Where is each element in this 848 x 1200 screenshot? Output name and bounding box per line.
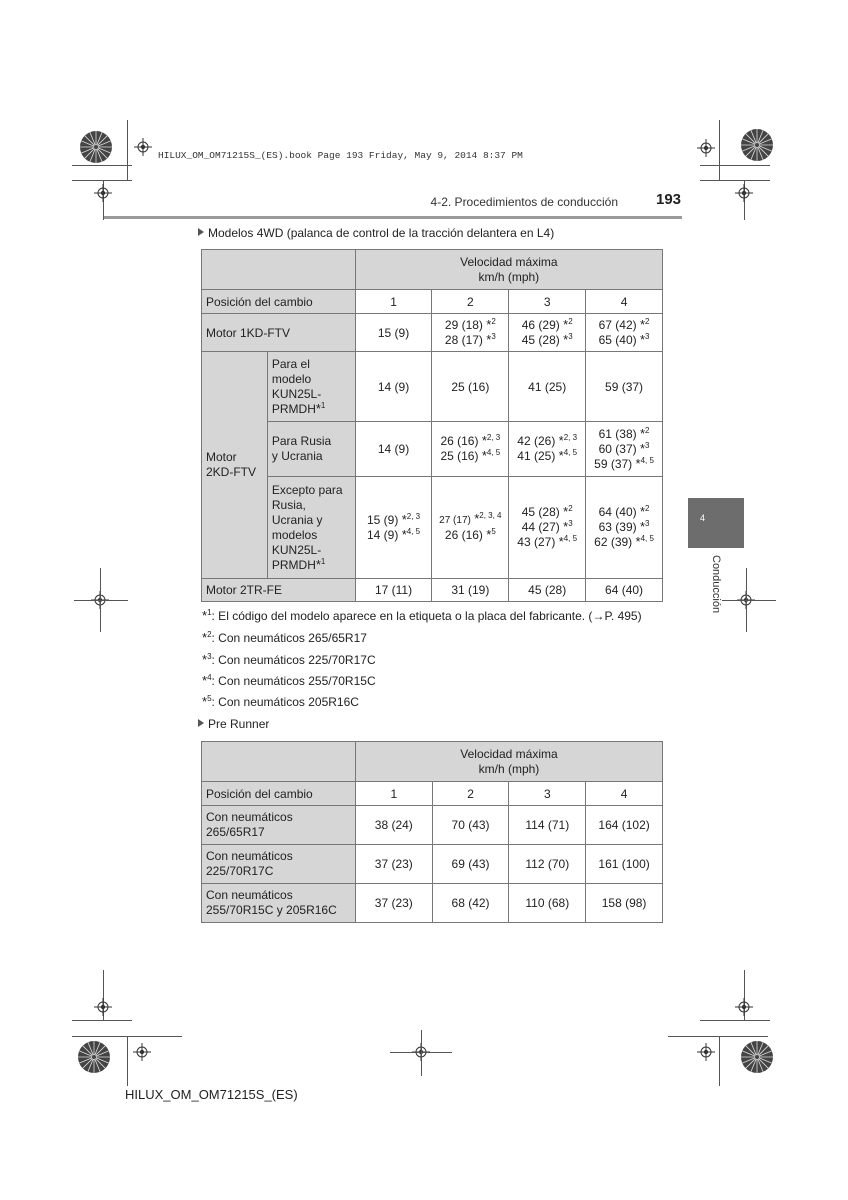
footnote: *$^2$: Con neumáticos 265/65R17 — [202, 630, 367, 645]
gear-header: 2 — [432, 290, 509, 314]
crosshair-mark-icon — [735, 184, 753, 202]
speed-table-pre-runner — [201, 741, 663, 923]
gear-header: 1 — [355, 290, 432, 314]
crosshair-mark-icon — [94, 184, 112, 202]
gear-header: 3 — [509, 290, 586, 314]
book-info-line: HILUX_OM_OM71215S_(ES).book Page 193 Friday, May 9, 2014 8:37 PM — [158, 150, 523, 161]
crosshair-mark-icon — [735, 998, 753, 1016]
row-header-gear-position: Posición del cambio — [202, 782, 356, 806]
table-cell: 45 (28) *$^2$ 44 (27) *$^3$ 43 (27) *$^{4, 5}$ — [509, 477, 586, 579]
table-cell: 64 (40) — [586, 579, 663, 602]
footer-doc-code: HILUX_OM_OM71215S_(ES) — [125, 1087, 298, 1102]
section-title: 4-2. Procedimientos de conducción — [430, 195, 618, 209]
bullet-triangle-icon — [198, 228, 204, 236]
table-cell: 45 (28) — [509, 579, 586, 602]
table-cell: 15 (9) — [355, 314, 432, 352]
table-cell: 110 (68) — [509, 884, 586, 923]
table-cell: 68 (42) — [432, 884, 509, 923]
table-cell: 38 (24) — [355, 806, 432, 845]
gear-header: 4 — [586, 782, 663, 806]
table-cell: 158 (98) — [586, 884, 663, 923]
table-cell: 37 (23) — [355, 845, 432, 884]
row-label: Con neumáticos 225/70R17C — [202, 845, 356, 884]
chapter-tab-number: 4 — [700, 513, 706, 523]
table-cell: 31 (19) — [432, 579, 509, 602]
gear-header: 3 — [509, 782, 586, 806]
crosshair-mark-icon — [133, 1043, 151, 1061]
row-header-gear-position: Posición del cambio — [202, 290, 356, 314]
table-cell: 164 (102) — [586, 806, 663, 845]
table-cell: 112 (70) — [509, 845, 586, 884]
chapter-tab — [688, 498, 744, 548]
sub-row-label: Para el modelo KUN25L- PRMDH*$^1$ — [267, 352, 355, 422]
table-cell: 42 (26) *$^{2, 3}$ 41 (25) *$^{4, 5}$ — [509, 422, 586, 477]
table-row — [202, 806, 663, 845]
crosshair-mark-icon — [697, 139, 715, 157]
table-cell: 69 (43) — [432, 845, 509, 884]
column-header-speed: Velocidad máxima km/h (mph) — [355, 742, 662, 782]
table-row — [202, 422, 663, 477]
crosshair-mark-icon — [134, 138, 152, 156]
table-row — [202, 845, 663, 884]
registration-rosette-icon — [79, 130, 113, 164]
engine-label-2kd: Motor 2KD-FTV — [202, 352, 268, 579]
sub-row-label: Excepto para Rusia, Ucrania y modelos KUN25L- PRMDH*$^1$ — [267, 477, 355, 579]
table-cell: 26 (16) *$^{2, 3}$ 25 (16) *$^{4, 5}$ — [432, 422, 509, 477]
table-row — [202, 884, 663, 923]
table-cell: 64 (40) *$^2$ 63 (39) *$^3$ 62 (39) *$^{4, 5}$ — [586, 477, 663, 579]
table-cell: 59 (37) — [586, 352, 663, 422]
table-cell: 61 (38) *$^2$ 60 (37) *$^3$ 59 (37) *$^{4, 5}$ — [586, 422, 663, 477]
registration-rosette-icon — [740, 128, 774, 162]
table-cell: 67 (42) *$^2$ 65 (40) *$^3$ — [586, 314, 663, 352]
table-row — [202, 314, 663, 352]
header-rule — [104, 216, 682, 219]
table1-intro: Modelos 4WD (palanca de control de la tracción delantera en L4) — [198, 226, 554, 240]
table-corner-cell — [202, 742, 356, 782]
table-row — [202, 579, 663, 602]
row-label: Con neumáticos 265/65R17 — [202, 806, 356, 845]
gear-header: 2 — [432, 782, 509, 806]
chapter-tab-label: Conducción — [710, 555, 722, 614]
gear-header: 1 — [355, 782, 432, 806]
footnote: *$^5$: Con neumáticos 205R16C — [202, 694, 359, 709]
row-label: Motor 2TR-FE — [202, 579, 356, 602]
row-label: Motor 1KD-FTV — [202, 314, 356, 352]
table-cell: 14 (9) — [355, 422, 432, 477]
arrow-right-icon: → — [592, 609, 605, 623]
crosshair-mark-icon — [697, 1043, 715, 1061]
registration-rosette-icon — [77, 1040, 111, 1074]
table-row — [202, 477, 663, 579]
crosshair-mark-icon — [94, 998, 112, 1016]
table-cell: 37 (23) — [355, 884, 432, 923]
table-cell: 70 (43) — [432, 806, 509, 845]
registration-rosette-icon — [740, 1040, 774, 1074]
gear-header: 4 — [586, 290, 663, 314]
footnote: *$^4$: Con neumáticos 255/70R15C — [202, 673, 376, 688]
table-cell: 114 (71) — [509, 806, 586, 845]
table-corner-cell — [202, 250, 356, 290]
bullet-triangle-icon — [198, 719, 204, 727]
table-cell: 161 (100) — [586, 845, 663, 884]
table-cell: 17 (11) — [355, 579, 432, 602]
table2-intro: Pre Runner — [198, 717, 269, 731]
table-cell: 29 (18) *$^2$ 28 (17) *$^3$ — [432, 314, 509, 352]
table-cell: 14 (9) — [355, 352, 432, 422]
footnote: *$^3$: Con neumáticos 225/70R17C — [202, 652, 376, 667]
table-cell: 27 (17) *$^{2, 3, 4}$ 26 (16) *$^5$ — [432, 477, 509, 579]
table-cell: 46 (29) *$^2$ 45 (28) *$^3$ — [509, 314, 586, 352]
table-cell: 25 (16) — [432, 352, 509, 422]
page-number: 193 — [656, 191, 682, 208]
table-cell: 41 (25) — [509, 352, 586, 422]
footnote: *$^1$: El código del modelo aparece en la etiqueta o la placa del fabricante. (→P. 495) — [202, 608, 642, 623]
row-label: Con neumáticos 255/70R15C y 205R16C — [202, 884, 356, 923]
table-row — [202, 352, 663, 422]
table-cell: 15 (9) *$^{2, 3}$ 14 (9) *$^{4, 5}$ — [355, 477, 432, 579]
sub-row-label: Para Rusia y Ucrania — [267, 422, 355, 477]
speed-table-4wd — [201, 249, 663, 602]
column-header-speed: Velocidad máxima km/h (mph) — [355, 250, 662, 290]
